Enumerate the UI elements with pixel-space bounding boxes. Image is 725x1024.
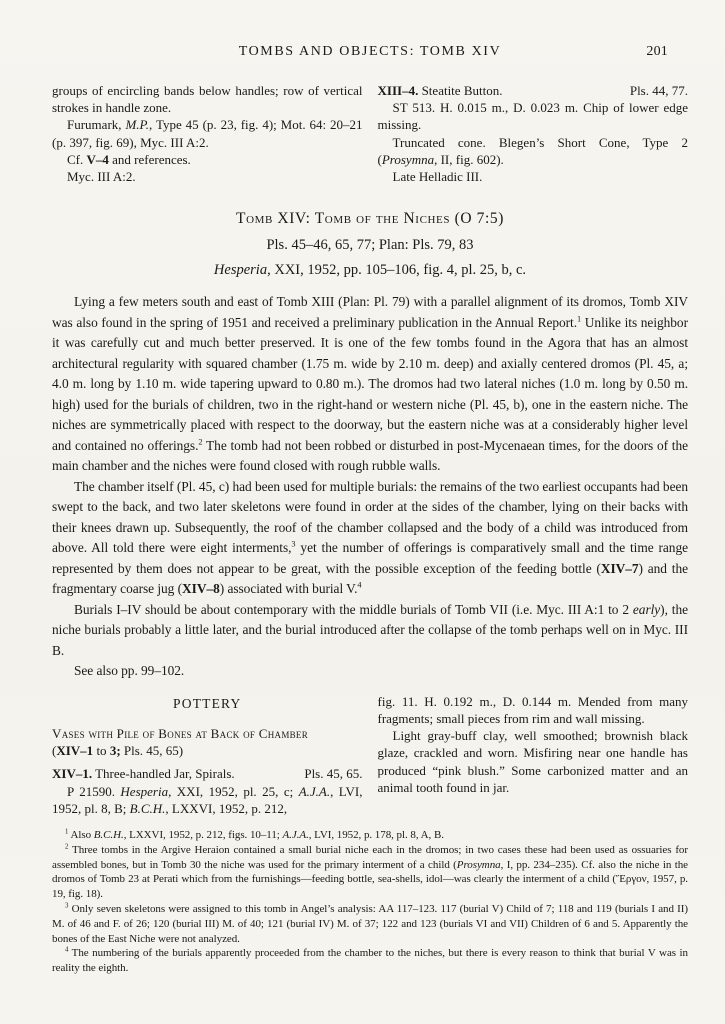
tomb-description-section xyxy=(52,292,688,682)
footnote-4: $^4$ The numbering of the burials apparently proceeded from the chamber to the niches, but there is every reason to think that burial V was in reality the eighth. xyxy=(52,946,688,975)
pottery-heading: POTTERY xyxy=(173,695,242,711)
footnote-1: $^1$ Also B.C.H., LXXVI, 1952, p. 212, figs. 10–11; A.J.A., LVI, 1952, p. 178, pl. 8, A, B. xyxy=(65,828,444,841)
pottery-entry-citation: P 21590. Hesperia, XXI, 1952, pl. 25, c; A.J.A., LVI, 1952, pl. 8, B; B.C.H., LXXVI, 1952, p. 212, xyxy=(52,783,363,816)
pottery-subheading-range: (XIV–1 to 3; Pls. 45, 65) xyxy=(52,743,184,759)
pottery-left-column xyxy=(52,693,363,817)
catalog-continuation-section xyxy=(52,82,688,185)
tomb-title-block xyxy=(52,210,688,279)
tomb-plates-line: Pls. 45–46, 65, 77; Plan: Pls. 79, 83 xyxy=(266,237,474,254)
see-also-line: See also pp. 99–102. xyxy=(74,663,185,679)
pottery-entry-continuation: fig. 11. H. 0.192 m., D. 0.144 m. Mended from many fragments; small pieces from rim and wall missing. xyxy=(377,693,688,726)
catalog-reference-paragraph: Furumark, M.P., Type 45 (p. 23, fig. 4); Mot. 64: 20–21 (p. 397, fig. 69), Myc. III A:2. xyxy=(52,117,363,150)
body-paragraph: Burials I–IV should be about contemporary with the middle burials of Tomb VII (i.e. Myc. III A:1 to 2 early), the niche burials probably a little later, and the burial introduced after the collapse of the tomb perhaps well on in Myc. III B. xyxy=(52,601,688,658)
pottery-entry-heading xyxy=(52,765,363,782)
pottery-entry-plates: Pls. 45, 65. xyxy=(304,766,363,782)
footnote-2: $^2$ Three tombs in the Argive Heraion contained a small burial niche each in the dromos; in two cases these had been used as ossuaries for assembled bones, but in Tomb 30 the niche was used for the primary interment of a child (Prosymna, I, pp. 234–235). Cf. also the niche in the dromos of Tomb 23 at Perati which from the furnishings—feeding bottle, sea-shells, idol—was clearly the interment of a child (Ἔργον, 1957, p. 19, fig. 18). xyxy=(52,843,688,901)
pottery-right-column xyxy=(378,693,689,817)
catalog-paragraph: groups of encircling bands below handles; row of vertical strokes in handle zone. xyxy=(52,83,363,116)
catalog-entry-plates: Pls. 44, 77. xyxy=(629,83,688,98)
catalog-entry-label: XIII–4. Steatite Button. xyxy=(377,83,503,98)
catalog-right-column xyxy=(378,82,689,185)
catalog-dating-line: Myc. III A:2. xyxy=(67,169,136,185)
tomb-title: Tomb XIV: Tomb of the Niches (O 7:5) xyxy=(236,210,504,228)
catalog-dating-line: Late Helladic III. xyxy=(392,169,483,185)
body-paragraph: Lying a few meters south and east of Tomb XIII (Plan: Pl. 79) with a parallel alignment of its dromos, Tomb XIV was also found in the spring of 1951 and received a preliminary publication in the Annual Report.$^1$ Unlike its neighbor it was carefully cut and much better preserved. It is one of the few tombs found in the Agora that has an almost architectural regularity with squared chamber (1.75 m. wide by 2.10 m. deep) and axially centered dromos (Pl. 45, a; 4.0 m. long by 1.10 m. wide tapering upward to 0.80 m.). The dromos had two lateral niches (1.0 m. long by 0.50 m. high) used for the burials of children, two in the right-hand or western niche (Pl. 45, b), one in the eastern niche. The niches are symmetrically placed with respect to the doorway, but the eastern niche was at a considerably higher level and contained no offerings.$^2$ The tomb had not been robbed or disturbed in post-Mycenaean times, for the doors of the main chamber and the niches were found closed with rough rubble walls. xyxy=(52,294,688,474)
footnotes-section xyxy=(52,828,688,976)
pottery-entry-label: XIV–1. Three-handled Jar, Spirals. xyxy=(52,766,235,782)
page-number: 201 xyxy=(646,44,668,59)
body-paragraph: The chamber itself (Pl. 45, c) had been used for multiple burials: the remains of the two earliest occupants had been swept to the back, and two later skeletons were found in order at the sides of the chamber, lying on their backs with their knees drawn up. Subsequently, the roof of the chamber collapsed and the body of a child was introduced from above. All told there were eight interments,$^3$ yet the number of offerings is comparatively small and the time range represented by them does not appear to be great, with the possible exception of the feeding bottle (XIV–7) and the fragmentary coarse jug (XIV–8) associated with burial V.$^4$ xyxy=(52,478,688,597)
pottery-subheading: Vases with Pile of Bones at Back of Chamber xyxy=(52,725,309,741)
catalog-entry-heading xyxy=(378,82,689,99)
footnote-3: $^3$ Only seven skeletons were assigned to this tomb in Angel’s analysis: AA 117–123. 117 (burial V) Child of 7; 118 and 119 (burials I and II) M. of 46 and F. of 26; 120 (burial III) M. of 40; 121 (burial IV) M. of 37; 122 and 123 (burials VI and VII) Children of 6 and 5. Apparently the bones of the East Niche were not analyzed. xyxy=(52,902,688,945)
catalog-measurements: ST 513. H. 0.015 m., D. 0.023 m. Chip of lower edge missing. xyxy=(377,100,688,133)
tomb-citation-line: Hesperia, XXI, 1952, pp. 105–106, fig. 4, pl. 25, b, c. xyxy=(213,262,527,279)
catalog-cross-reference: Cf. V–4 and references. xyxy=(67,151,191,167)
page-header xyxy=(52,44,688,61)
pottery-entry-description: Light gray-buff clay, well smoothed; brownish black glaze, crackled and worn. Misfiring near one handle has produced “pink blush.” Some carbonized matter and an animal tooth found in jar. xyxy=(377,728,688,795)
catalog-description: Truncated cone. Blegen’s Short Cone, Type 2 (Prosymna, II, fig. 602). xyxy=(377,134,688,167)
pottery-section xyxy=(52,693,688,817)
catalog-left-column xyxy=(52,82,363,185)
running-title: TOMBS AND OBJECTS: TOMB XIV xyxy=(238,44,502,59)
